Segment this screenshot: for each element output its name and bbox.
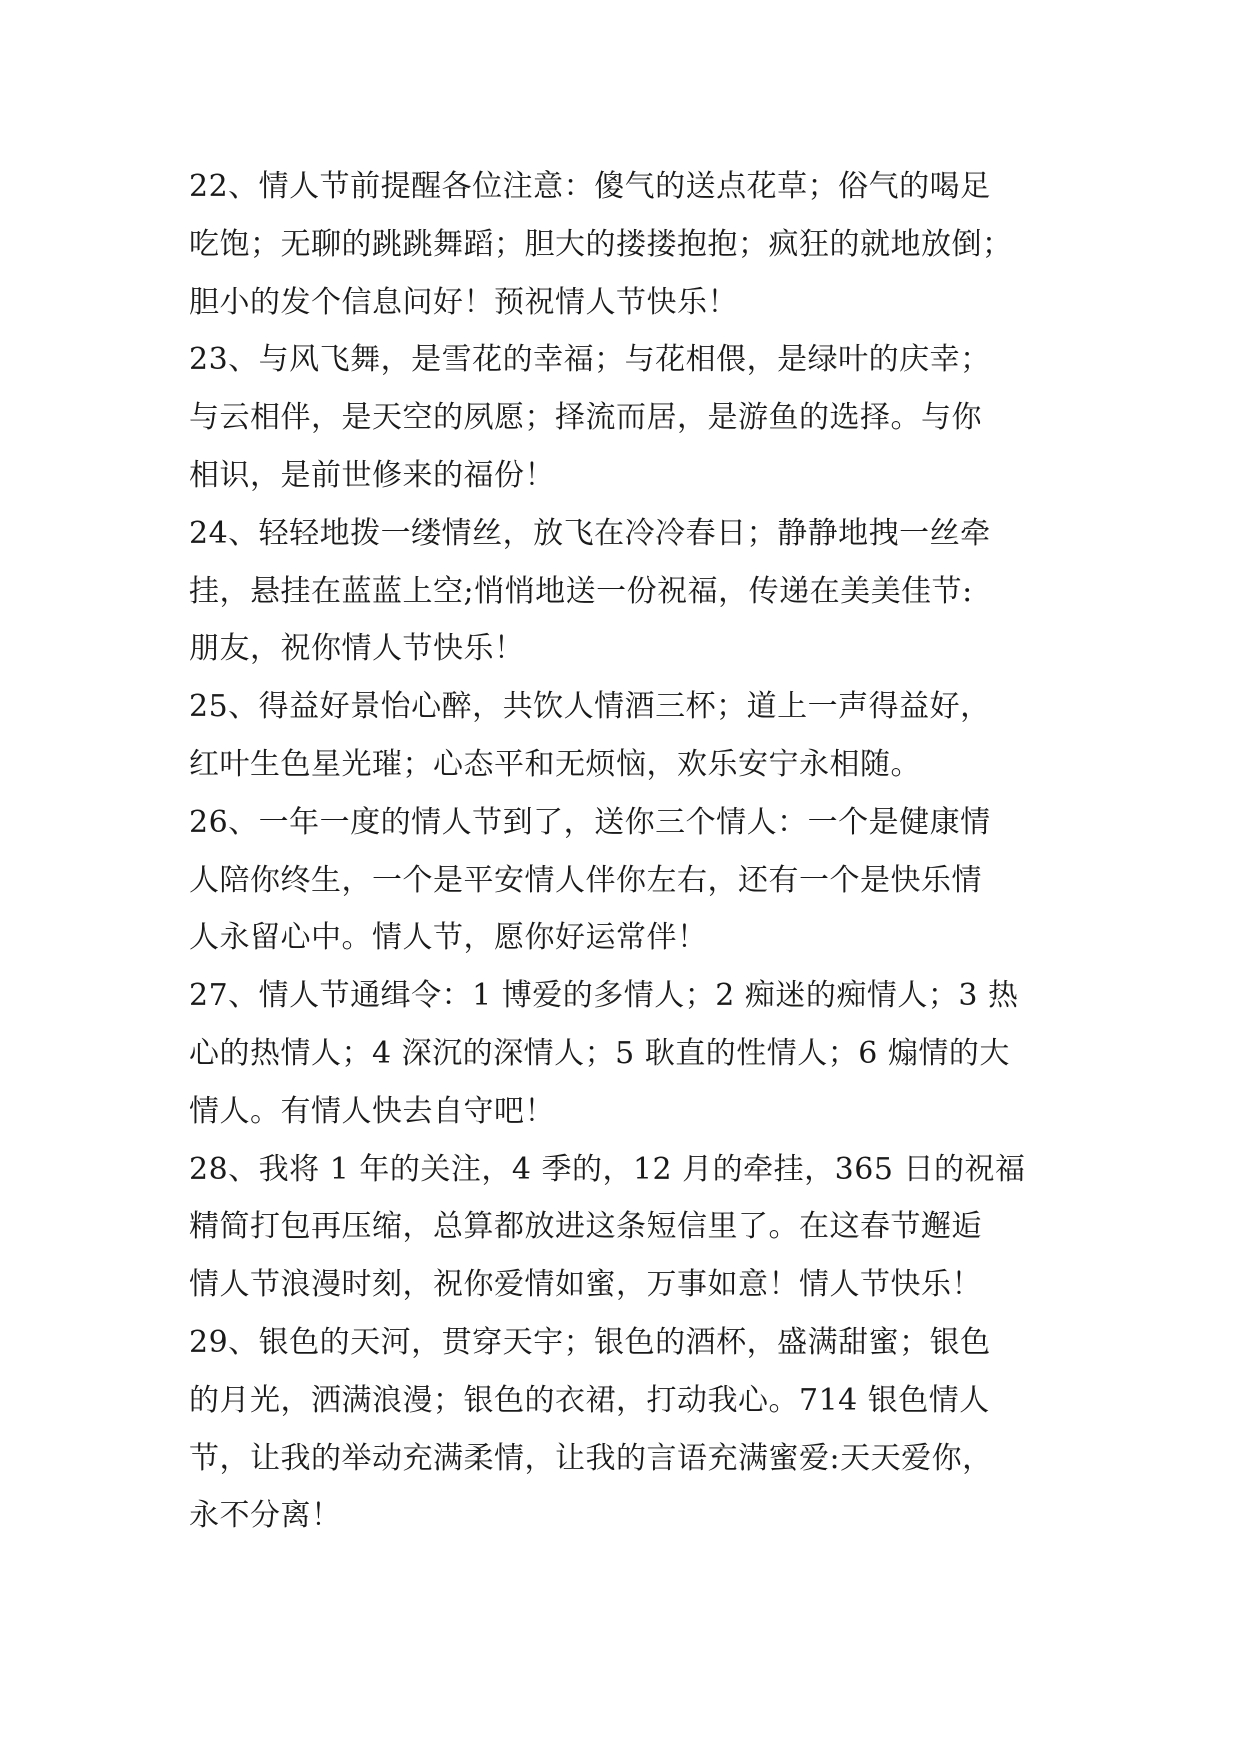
text-line: 节，让我的举动充满柔情，让我的言语充满蜜爱:天天爱你， xyxy=(189,1440,993,1476)
text-line: 红叶生色星光璀；心态平和无烦恼，欢乐安宁永相随。 xyxy=(189,746,921,782)
text-line: 27、情人节通缉令：1 博爱的多情人；2 痴迷的痴情人；3 热 xyxy=(189,978,1019,1014)
text-line: 挂，悬挂在蓝蓝上空;悄悄地送一份祝福，传递在美美佳节: xyxy=(189,573,973,609)
text-line: 26、一年一度的情人节到了，送你三个情人：一个是健康情 xyxy=(189,804,991,840)
text-line: 28、我将 1 年的关注，4 季的，12 月的牵挂，365 日的祝福 xyxy=(189,1151,1026,1187)
text-line: 相识，是前世修来的福份！ xyxy=(189,457,555,493)
text-line: 人陪你终生，一个是平安情人伴你左右，还有一个是快乐情 xyxy=(189,862,982,898)
entry-27 xyxy=(189,967,1089,1140)
entry-26 xyxy=(189,794,1089,967)
entry-29 xyxy=(189,1314,1089,1545)
text-line: 情人。有情人快去自守吧！ xyxy=(189,1093,555,1129)
entry-24 xyxy=(189,505,1089,678)
text-line: 精简打包再压缩，总算都放进这条短信里了。在这春节邂逅 xyxy=(189,1209,982,1245)
text-line: 情人节浪漫时刻，祝你爱情如蜜，万事如意！情人节快乐！ xyxy=(189,1267,982,1303)
entry-28 xyxy=(189,1141,1089,1314)
text-line: 心的热情人；4 深沉的深情人；5 耿直的性情人；6 煽情的大 xyxy=(189,1035,1010,1071)
text-line: 23、与风飞舞，是雪花的幸福；与花相偎，是绿叶的庆幸； xyxy=(189,342,991,378)
text-line: 24、轻轻地拨一缕情丝，放飞在冷冷春日；静静地拽一丝牵 xyxy=(189,515,991,551)
text-line: 吃饱；无聊的跳跳舞蹈；胆大的搂搂抱抱；疯狂的就地放倒； xyxy=(189,226,1013,262)
text-line: 的月光，洒满浪漫；银色的衣裙，打动我心。714 银色情人 xyxy=(189,1382,990,1418)
entry-22 xyxy=(189,158,1089,331)
document-body xyxy=(189,158,1089,1545)
text-line: 25、得益好景怡心醉，共饮人情酒三杯；道上一声得益好， xyxy=(189,689,991,725)
text-line: 朋友，祝你情人节快乐！ xyxy=(189,631,525,667)
text-line: 29、银色的天河，贯穿天宇；银色的酒杯，盛满甜蜜；银色 xyxy=(189,1324,991,1360)
text-line: 人永留心中。情人节，愿你好运常伴！ xyxy=(189,920,708,956)
entry-23 xyxy=(189,331,1089,504)
text-line: 22、情人节前提醒各位注意：傻气的送点花草；俗气的喝足 xyxy=(189,169,991,204)
text-line: 永不分离！ xyxy=(189,1498,342,1534)
text-line: 胆小的发个信息问好！预祝情人节快乐！ xyxy=(189,284,738,320)
text-line: 与云相伴，是天空的夙愿；择流而居，是游鱼的选择。与你 xyxy=(189,400,982,436)
entry-25 xyxy=(189,678,1089,794)
